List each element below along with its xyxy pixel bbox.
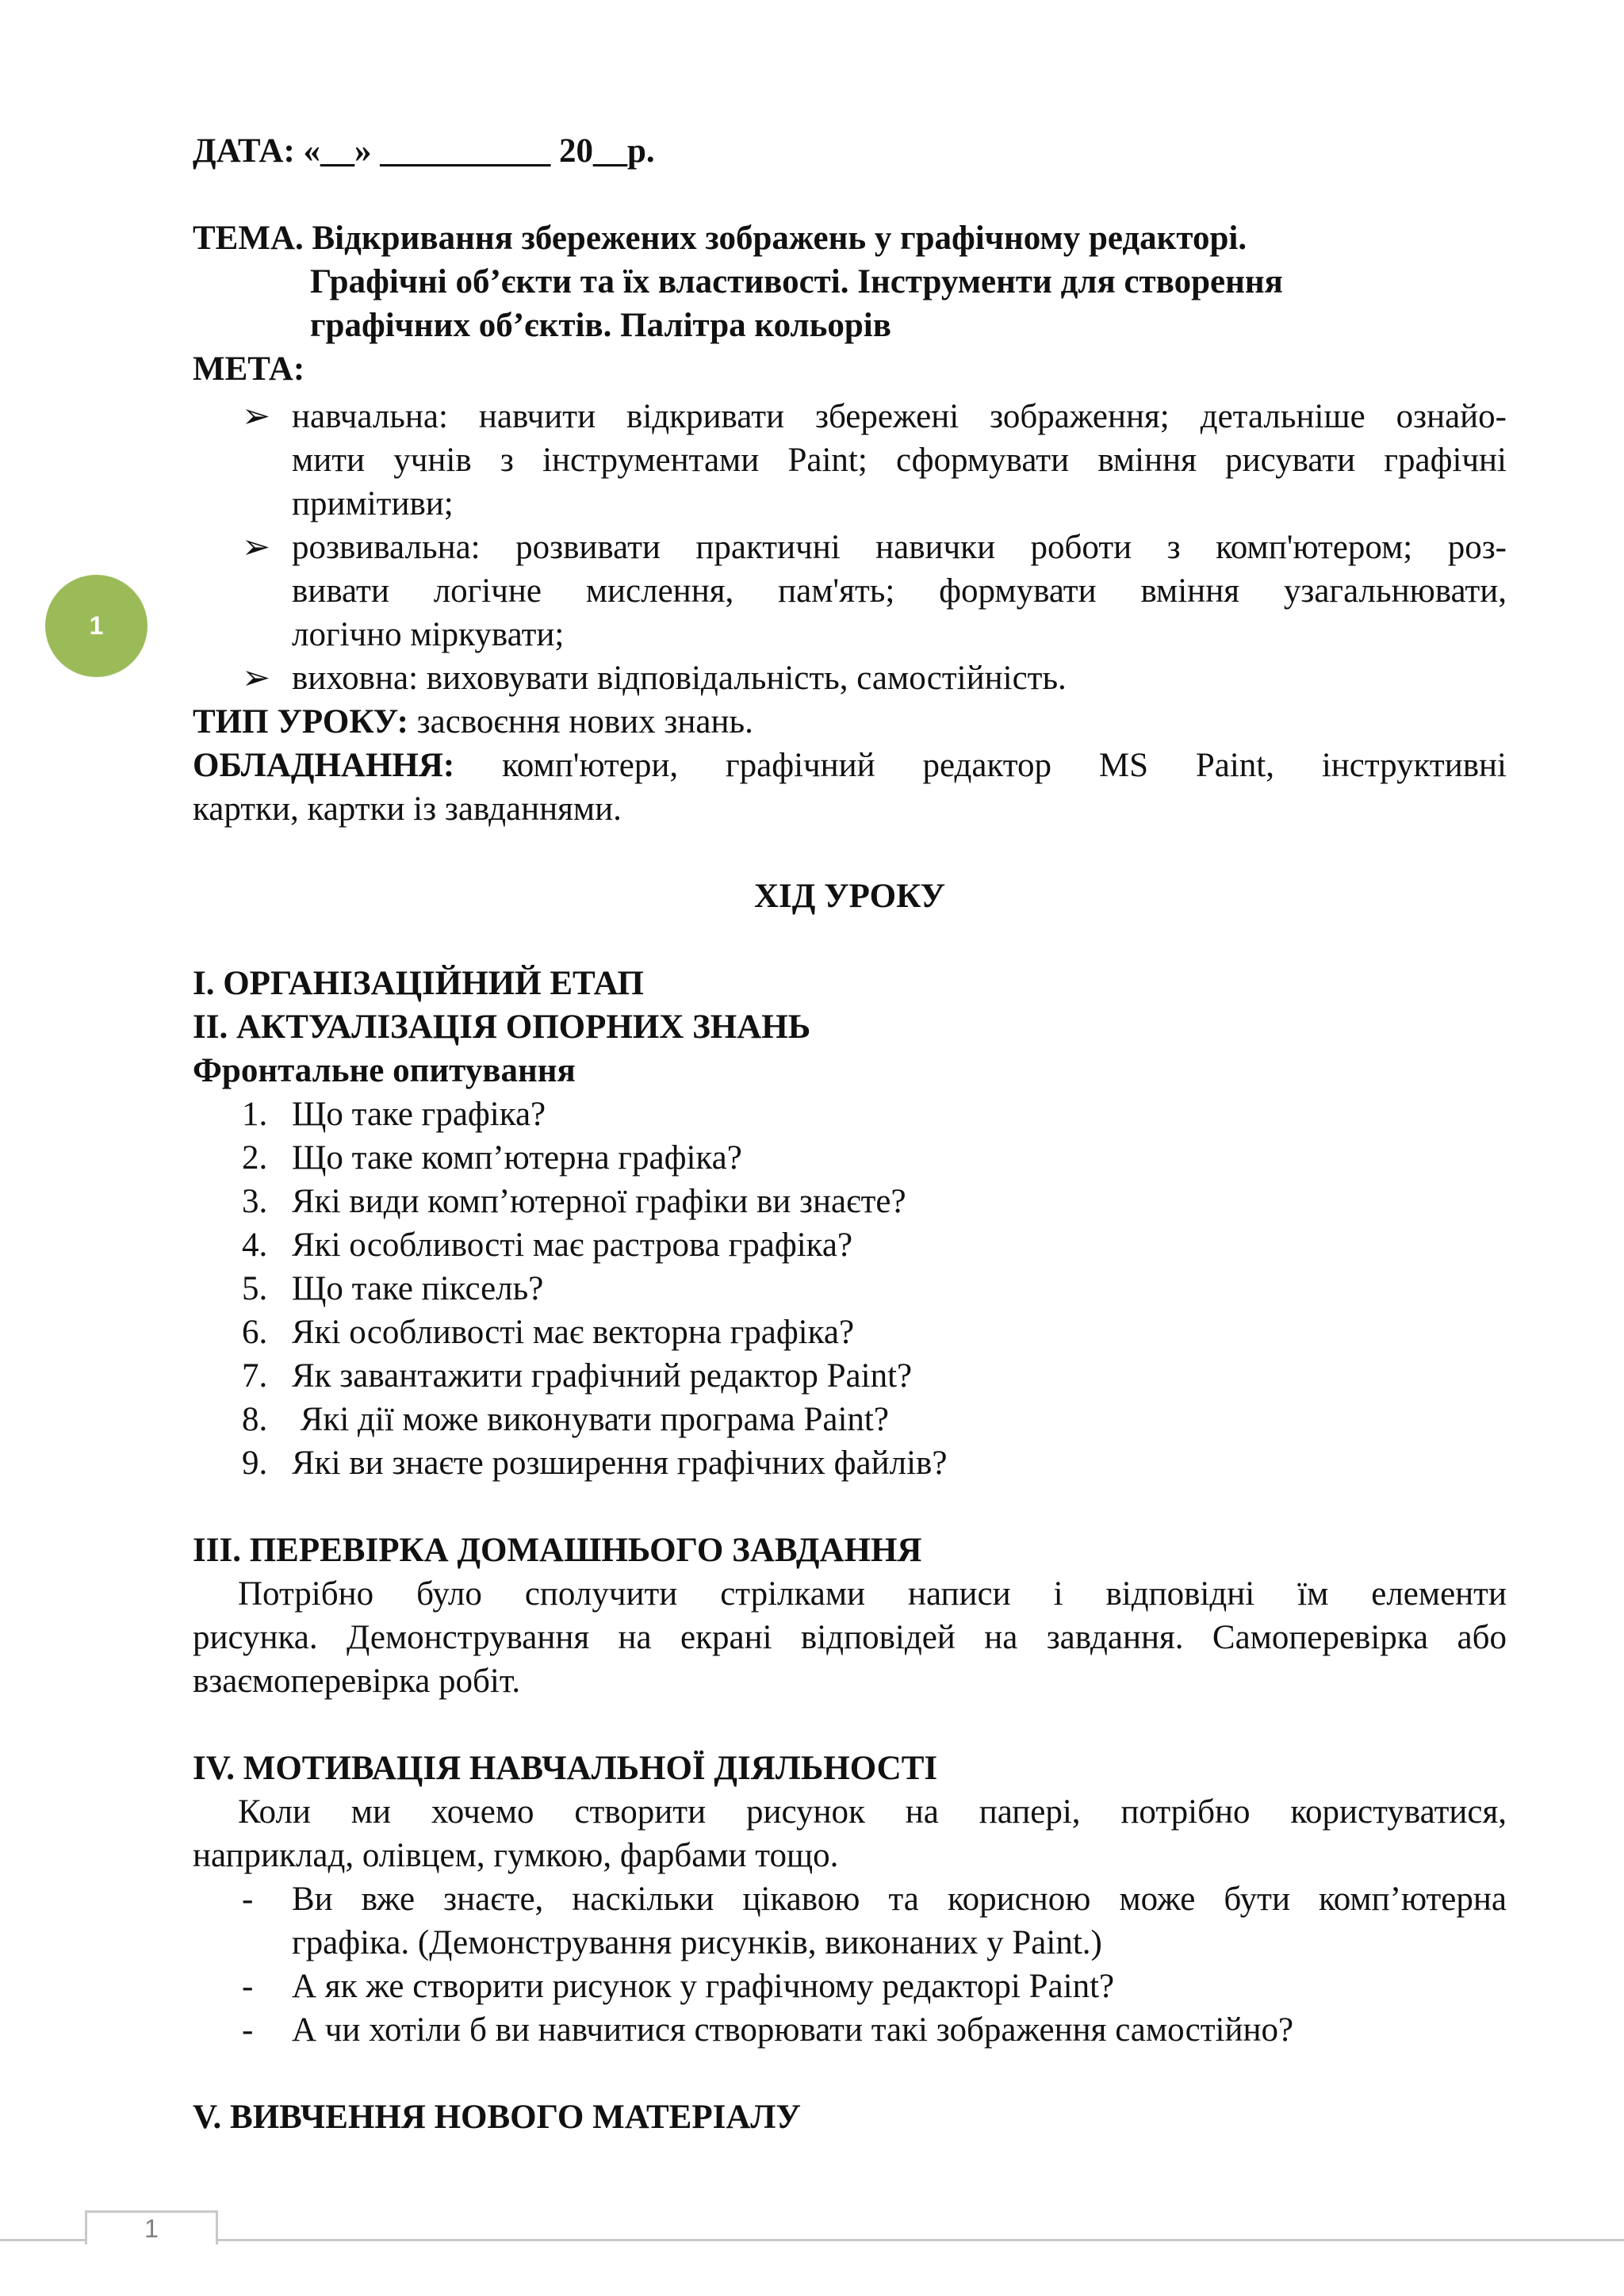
motivation-bullet-1-line-2: графіка. (Демонстрування рисунків, виконаних у Paint.) (292, 1924, 1102, 1961)
question-text: Що таке комп’ютерна графіка? (292, 1139, 742, 1177)
lesson-type (193, 702, 753, 743)
question-text: Що таке графіка? (292, 1096, 546, 1133)
dash-bullet: - (242, 2011, 254, 2049)
goal-item-1-line-3: примітиви; (292, 485, 454, 522)
lesson-type-value: засвоєння нових знань. (416, 703, 753, 740)
section-1-heading: I. ОРГАНІЗАЦІЙНИЙ ЕТАП (193, 965, 644, 1002)
topic-line-3: графічних об’єктів. Палітра кольорів (310, 307, 891, 344)
goal-item-2-line-2: вивати логічне мислення, пам'ять; формувати вміння узагальнювати, (292, 572, 1507, 610)
dash-bullet: - (242, 1968, 254, 2005)
survey-title: Фронтальне опитування (193, 1052, 576, 1089)
question-text: Які дії може виконувати програма Paint? (292, 1401, 889, 1438)
goal-item-1-line-1: навчальна: навчити відкривати збережені зображення; детальніше ознайо- (292, 398, 1507, 435)
question-text: Які види комп’ютерної графіки ви знаєте? (292, 1183, 906, 1220)
question-number: 8. (242, 1401, 268, 1438)
question-number: 1. (242, 1096, 268, 1133)
bullet-arrow-icon: ➢ (242, 529, 271, 566)
equipment-label: ОБЛАДНАННЯ: (193, 747, 455, 784)
bullet-arrow-icon: ➢ (242, 398, 271, 435)
bullet-arrow-icon: ➢ (242, 660, 271, 697)
question-number: 3. (242, 1183, 268, 1220)
section-4-heading: IV. МОТИВАЦІЯ НАВЧАЛЬНОЇ ДІЯЛЬНОСТІ (193, 1750, 938, 1787)
section-4-line-2: наприклад, олівцем, гумкою, фарбами тощо. (193, 1837, 839, 1874)
question-text: Які особливості має векторна графіка? (292, 1314, 855, 1351)
goal-item-2-line-1: розвивальна: розвивати практичні навички роботи з комп'ютером; роз- (292, 529, 1507, 566)
topic-line-1: ТЕМА. Відкривання збережених зображень у графічному редакторі. (193, 220, 1247, 257)
section-3-line-3: взаємоперевірка робіт. (193, 1663, 521, 1700)
question-number: 2. (242, 1139, 268, 1177)
question-text: Як завантажити графічний редактор Paint? (292, 1357, 913, 1395)
section-3-heading: III. ПЕРЕВІРКА ДОМАШНЬОГО ЗАВДАННЯ (193, 1532, 922, 1569)
goal-item-3-line-1: виховна: виховувати відповідальність, самостійність. (292, 660, 1067, 697)
section-4-line-1: Коли ми хочемо створити рисунок на папері, потрібно користуватися, (238, 1793, 1507, 1831)
topic-line-2: Графічні об’єкти та їх властивості. Інструменти для створення (310, 263, 1283, 300)
motivation-bullet-3: А чи хотіли б ви навчитися створювати такі зображення самостійно? (292, 2011, 1294, 2049)
motivation-bullet-2: А як же створити рисунок у графічному редакторі Paint? (292, 1968, 1115, 2005)
equipment-line-2: картки, картки із завданнями. (193, 790, 622, 828)
question-number: 6. (242, 1314, 268, 1351)
question-number: 7. (242, 1357, 268, 1395)
date-line: ДАТА: «__» __________ 20__р. (193, 132, 655, 170)
section-5-heading: V. ВИВЧЕННЯ НОВОГО МАТЕРІАЛУ (193, 2099, 801, 2136)
question-text: Які особливості має растрова графіка? (292, 1226, 853, 1264)
lesson-type-label: ТИП УРОКУ: (193, 703, 408, 740)
course-title: ХІД УРОКУ (753, 878, 945, 915)
page-number-badge: 1 (45, 575, 147, 677)
footer-rule (0, 2239, 1624, 2241)
question-text: Які ви знаєте розширення графічних файлів? (292, 1445, 948, 1482)
equipment-line-1 (193, 745, 1507, 786)
goal-item-1-line-2: мити учнів з інструментами Paint; сформувати вміння рисувати графічні (292, 442, 1507, 479)
goal-item-2-line-3: логічно міркувати; (292, 616, 565, 653)
footer-page-number: 1 (85, 2210, 218, 2244)
question-number: 4. (242, 1226, 268, 1264)
equipment-value: комп'ютери, графічний редактор MS Paint, інструктивні (502, 747, 1507, 784)
question-text: Що таке піксель? (292, 1270, 544, 1307)
question-number: 5. (242, 1270, 268, 1307)
question-number: 9. (242, 1445, 268, 1482)
section-2-heading: II. АКТУАЛІЗАЦІЯ ОПОРНИХ ЗНАНЬ (193, 1008, 811, 1046)
goal-label: МЕТА: (193, 350, 305, 388)
section-3-line-2: рисунка. Демонстрування на екрані відповідей на завдання. Самоперевірка або (193, 1619, 1507, 1656)
dash-bullet: - (242, 1881, 254, 1918)
motivation-bullet-1-line-1: Ви вже знаєте, наскільки цікавою та корисною може бути комп’ютерна (292, 1881, 1507, 1918)
section-3-line-1: Потрібно було сполучити стрілками написи і відповідні їм елементи (238, 1575, 1507, 1613)
